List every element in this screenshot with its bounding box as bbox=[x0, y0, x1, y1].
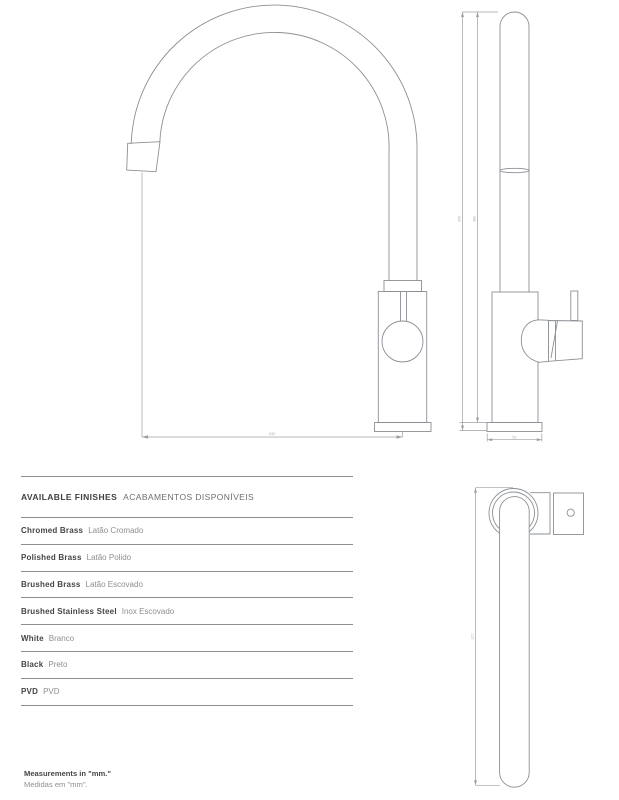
top-handle-square bbox=[554, 493, 584, 535]
finishes-header-pt: ACABAMENTOS DISPONÍVEIS bbox=[123, 492, 255, 502]
front-base-plate bbox=[375, 423, 432, 432]
front-spout-outer-arc bbox=[131, 5, 417, 280]
finish-row-polished-brass bbox=[21, 545, 353, 572]
top-dim-length-label: 277 bbox=[471, 633, 475, 640]
front-spout-inner-arc bbox=[160, 32, 389, 280]
finish-row-brushed-brass bbox=[21, 572, 353, 599]
finish-name-pt: PVD bbox=[43, 687, 60, 697]
finish-row-brushed-stainless-steel bbox=[21, 598, 353, 625]
finish-name-pt: Latão Escovado bbox=[85, 579, 143, 589]
side-dim-height-secondary-label: 380 bbox=[472, 216, 477, 222]
side-spout-column bbox=[500, 12, 529, 292]
measurement-note-en: Measurements in "mm." bbox=[24, 769, 111, 778]
side-aerator-joint bbox=[500, 168, 529, 172]
front-body-inner-lines bbox=[401, 292, 407, 322]
front-view-drawing bbox=[118, 0, 442, 452]
finish-row-pvd bbox=[21, 679, 353, 706]
finish-name-pt: Preto bbox=[48, 660, 68, 670]
front-dim-arrow-left bbox=[142, 435, 148, 439]
finish-name-en: Brushed Stainless Steel bbox=[21, 606, 117, 616]
finish-name-pt: Latão Cromado bbox=[88, 526, 144, 536]
top-view-drawing bbox=[462, 478, 600, 796]
finish-name-pt: Latão Polido bbox=[86, 553, 132, 563]
side-view-drawing bbox=[450, 0, 600, 452]
front-swivel-collar bbox=[384, 281, 422, 292]
front-spout-tip bbox=[127, 142, 160, 172]
finish-row-black bbox=[21, 652, 353, 679]
measurement-note bbox=[24, 768, 111, 790]
finish-name-en: Chromed Brass bbox=[21, 526, 84, 536]
side-lever-head bbox=[521, 320, 548, 363]
side-lever-stick bbox=[571, 291, 578, 321]
finish-name-pt: Inox Escovado bbox=[121, 606, 175, 616]
front-valve-circle bbox=[382, 321, 423, 362]
finishes-header-en: AVAILABLE FINISHES bbox=[21, 492, 118, 502]
finishes-header bbox=[21, 477, 353, 518]
finishes-table bbox=[21, 476, 353, 706]
front-dim-extension-lines bbox=[142, 173, 403, 438]
measurement-note-pt: Medidas em "mm". bbox=[24, 780, 88, 789]
finish-name-pt: Branco bbox=[48, 633, 75, 643]
finish-name-en: Brushed Brass bbox=[21, 579, 81, 589]
front-dim-arrow-right bbox=[397, 435, 403, 439]
finish-name-en: Black bbox=[21, 660, 44, 670]
side-dim-height-total-label: 390 bbox=[457, 216, 462, 222]
finish-row-chromed-brass bbox=[21, 518, 353, 545]
side-base-plate bbox=[487, 423, 542, 432]
front-dim-reach-label: 242 bbox=[268, 431, 276, 436]
top-spout bbox=[500, 497, 530, 788]
finish-name-en: White bbox=[21, 633, 44, 643]
finish-name-en: Polished Brass bbox=[21, 553, 82, 563]
finish-row-white bbox=[21, 625, 353, 652]
side-dim-base-width-label: 50 bbox=[512, 435, 517, 440]
finish-name-en: PVD bbox=[21, 687, 39, 697]
